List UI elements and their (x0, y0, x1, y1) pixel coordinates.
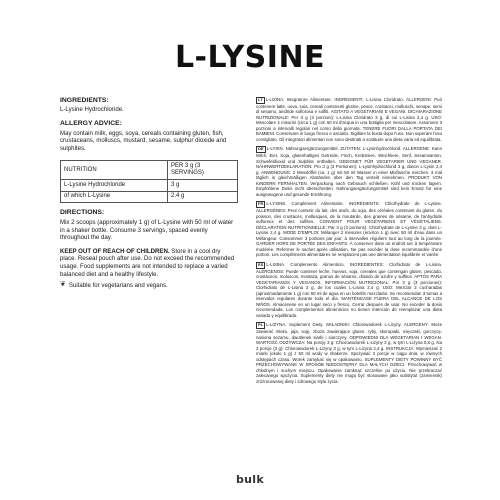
translation-text: L-LIZINA. Integratore Alimentare. INGREDIENTI: L-Lisina Cloridrato. ALLERGENI: Può contenere latte, uova, soia, cereali contenenti glutine, pesce, crostacei, molluschi, senape, semi di sesamo, anidride solforosa e solfiti. AGITATO A VEGETARIANI E VEGANI. DICHIARAZIONE NUTRIZIONALE: Per 3 g (3 porzioni): L-Lisina Cloridrato 3 g, di cui L-Lisina 2,4 g. USO: Mescolare 2 misurini (circa 1 g) con 50 ml d'acqua in una bottiglia per mescolatore. Assumere 3 porzioni a intervalli regolari nel corso della giornata. TENERE FUORI DALLA PORTATA DEI BAMBINI. Conservare in luogo fresco e asciutto. Sigillare la busta dopo l'uso. Non superare l'uso consigliato. Gli integratori alimentari non sono destinati a sostituire una dieta varia ed equilibrata. (256, 97, 442, 142)
translation-text: L-LISINA. Complemento Alimenticio. INGREDIENTES: Clorhidrato de L-Lisina. ALÉRGENOS: Puede contener leche, huevos, soja, cereales que contengan gluten, pescado, crustáceos, moluscos, mostaza, granos de sésamo, dióxido de azufre y sulfitos. APTOS PARA VEGETARIANOS Y VEGANOS. INFORMACIÓN NUTRICIONAL: Por 3 g (3 porciones): Clorhidrato de L-Lisina 3 g, de los cuales L-Lisina 2,4 g. USO: Mezclar 2 cucharadas (aproximadamente 1 g) con 50 ml de agua en un botellín mezclador. Se recomiendan 3 tomas a intervalos regulares durante todo el día. MANTÉNGASE FUERA DEL ALCANCE DE LOS NIÑOS. Almacénese en un lugar seco y fresco. Cerrar después de usar. No exceder la dosis recomendada. Los complementos alimenticios no tienen intención de reemplazar una dieta variada y equilibrada. (256, 262, 442, 318)
ingredients-heading: INGREDIENTS: (60, 97, 109, 104)
nutrition-header-row (61, 161, 238, 180)
translation-block-es (256, 262, 442, 319)
translation-text: L-LIZYNA. Suplement Diety. SKŁADNIKI: Chlorowodorek L-Lizyny. ALERGENY: Może zawierać mleko, jaja, soję, zboża zawierające gluten, ryby, skorupiaki, mięczaki, gorczycę, nasiona sezamu, dwutlenek siarki i siarczyny. ODPOWIEDNI DLA WEGETARIAN I WEGAN. WARTOŚĆ ODŻYWCZA: Na porcję 3 g: Chlorowodorek L-Lizyny 3 g, w tym L-Lizyna 0,8 g. Na 3 porcje (3 g): Chlorowodorek L-Lizyny 3 g, w tym L-Lizyna 2,4 g. INSTRUKCJA: Wymieszać 2 miarki (około 1 g) z 50 ml wody w shakerze. Spożywać 3 porcje w ciągu dnia, w równych odstępach czasu. Worek zamykać się w opakowaniu. SUPLEMENTY DIETY POWINNY BYĆ PRZECHOWYWANE W SPOSÓB NIEDOSTĘPNY DLA MAŁYCH DZIECI. Przechowywać w chłodnym i suchym miejscu. Opakowanie zamknąć szczelnie po użyciu. Nie przekraczać zalecanego spożycia. Suplementy diety nie mogą być stosowane jako substytut (zamiennik) zróżnicowanej diety i zdrowego stylu życia. (256, 322, 442, 384)
language-code: DE (258, 146, 264, 152)
translations-panel (256, 97, 442, 442)
brand-logo: bulk (236, 473, 264, 486)
translation-block-pl (256, 322, 442, 384)
directions-heading: DIRECTIONS: (60, 209, 105, 217)
vegetarian-note (60, 281, 238, 290)
nutrition-cell-label: of which L-Lysine (61, 191, 168, 203)
keep-out-paragraph (60, 248, 238, 278)
keep-out-heading: KEEP OUT OF REACH OF CHILDREN. (60, 247, 170, 255)
translation-block-lt (256, 97, 442, 142)
ingredients-text: L-Lysine Hydrochloride. (60, 106, 124, 114)
nutrition-header-value: PER 3 g (3 SERVINGS) (168, 161, 238, 180)
nutrition-header-label: NUTRITION (61, 161, 168, 180)
language-code: LT (258, 97, 263, 102)
product-title: L-LYSINE (174, 40, 326, 75)
translation-text: L-LYSINE. Complément Alimentaire. INGRÉDIENTS: Chlorhydrate de L-Lysine. ALLERGÈNES: Peut contenir du lait, des œufs, du soja, des céréales contenant du gluten, du poisson, des crustacés, mollusques, de la moutarde, des graines de sésame, de l'anhydride sulfureux et des sulfites. CONVIENT POUR VÉGÉTARIENS ET VÉGÉTALIENS. DÉCLARATION NUTRITIONNELLE: Par 3 g (3 portions): Chlorhydrate de L-Lysine 3 g, dont L-Lysine 2,4 g. MODE D'EMPLOI: Mélanger 2 mesures (environ 1 g) avec 50 ml d'eau dans un Mélangeur. Consommer 3 portions par jour, à intervalles réguliers tout au long de la journée. GARDER HORS DE PORTÉE DES ENFANTS. À conserver dans un endroit sec à température modérée. Refermer le sachet après utilisation. Ne pas excéder la dose recommandée d'une portion. Les compléments alimentaires ne remplacent pas une alimentation équilibrée et variée. (256, 201, 442, 258)
vegetarian-text: Suitable for vegetarians and vegans. (68, 281, 168, 289)
keep-out-text: Store in a cool dry place. Reseal pouch after use. Do not exceed the recommended usage. Food supplements are not intended to replace a varied balanced diet and a healthy lifestyle. (60, 247, 235, 278)
nutrition-cell-label: L-Lysine Hydrochloride (61, 180, 168, 192)
english-label-panel (60, 97, 238, 290)
translation-block-fr (256, 201, 442, 258)
leaf-icon: ❦ (60, 281, 66, 289)
language-code: PL (258, 322, 264, 328)
nutrition-cell-value: 2.4 g (168, 191, 238, 203)
table-row (61, 180, 238, 192)
nutrition-cell-value: 3 g (168, 180, 238, 192)
translation-text: L-LYSIN. Nahrungsergänzungsmittel. ZUTATEN: L-Lysinhydrochlorid. ALLERGENE: Kann Milch, Eier, Soja, glutenhaltiges Getreide, Fisch, Krebstiere, Weichtiere, Senf, Sesamsamen, Schwefeldioxid und Sulphite enthalten. GEEIGNET FÜR VEGETARIER UND VEGANER. NÄHRWERTDEKLARATION: Pro 3 g (3 Portionen): L-Lysinhydrochlorid 3 g, davon L-Lysin 2,4 g. ANWENDUNG: 2 Messlöffel (ca. 1 g) mit 50 ml Wasser in einer Mixflasche mischen. 3 mal täglich in gleichmäßigen Abständen über den Tag verteilt einnehmen. PRODUKT VON KINDERN FERNHALTEN. Verpackung nach Gebrauch schließen. Kühl und trocken lagern. Empfohlene Dosis nicht überschreiten. Nahrungsergänzungsmittel sind kein Ersatz für eine ausgewogene und gesunde Ernährung. (256, 146, 442, 197)
translation-block-de (256, 146, 442, 197)
allergy-heading: ALLERGY ADVICE: (60, 120, 122, 128)
allergy-text: May contain milk, eggs, soya, cereals containing gluten, fish, crustaceans, molluscs, mustard, sesame, sulphur dioxide and sulphites. (60, 129, 227, 152)
language-code: FR (258, 201, 264, 207)
table-row (61, 191, 238, 203)
nutrition-table (60, 160, 238, 203)
language-code: ES (258, 261, 264, 267)
directions-text: Mix 2 scoops (approximately 1 g) of L-Lysine with 50 ml of water in a shaker bottle. Consume 3 servings, spaced evenly throughout the day. (60, 218, 234, 242)
